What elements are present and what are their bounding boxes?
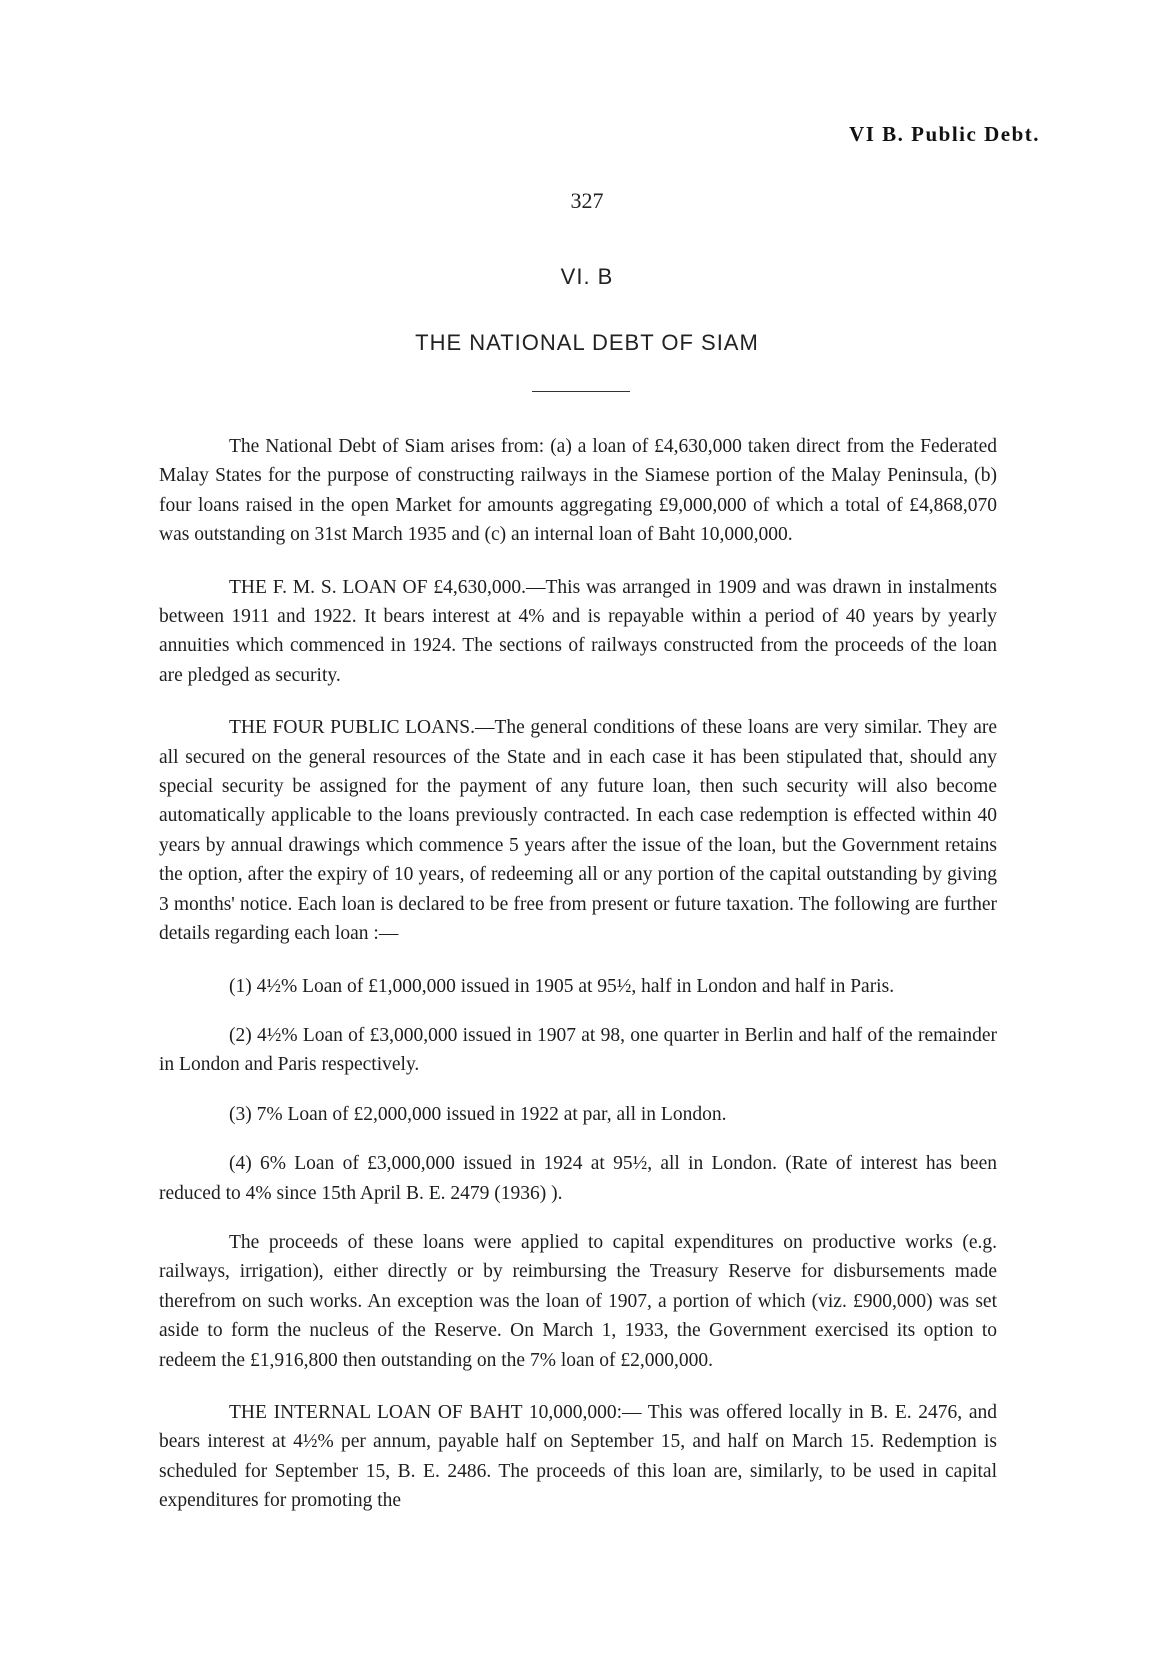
page-number: 327 — [570, 188, 604, 213]
loan-item-3: (3) 7% Loan of £2,000,000 issued in 1922 at par, all in London. — [229, 1103, 727, 1125]
public-loans-paragraph: THE FOUR PUBLIC LOANS.—The general conditions of these loans are very similar. They are all secured on the general resources of the State and in each case it has been stipulated that, should any special security be assigned for the payment of any future loan, then such security will also become automatically applicable to the loans previously contracted. In each case redemption is effected within 40 years by annual drawings which commence 5 years after the issue of the loan, but the Government retains the option, after the expiry of 10 years, of redeeming all or any portion of the capital outstanding by giving 3 months' notice. Each loan is declared to be free from present or future taxation. The following are further details regarding each loan :— — [159, 717, 997, 945]
body-text — [159, 432, 997, 1516]
page-title: THE NATIONAL DEBT OF SIAM — [415, 330, 759, 355]
running-head: VI B. Public Debt. — [849, 122, 1040, 146]
loan-item-4: (4) 6% Loan of £3,000,000 issued in 1924 at 95½, all in London. (Rate of interest has been reduced to 4% since 15th April B. E. 2479 (1936) ). — [159, 1153, 997, 1204]
internal-loan-paragraph: THE INTERNAL LOAN OF BAHT 10,000,000:— This was offered locally in B. E. 2476, and bears interest at 4½% per annum, payable half on September 15, and half on March 15. Redemption is scheduled for September 15, B. E. 2486. The proceeds of this loan are, similarly, to be used in capital expenditures for promoting the — [159, 1401, 997, 1512]
proceeds-paragraph: The proceeds of these loans were applied to capital expenditures on productive works (e.g. railways, irrigation), either directly or by reimbursing the Treasury Reserve for disbursements made therefrom on such works. An exception was the loan of 1907, a portion of which (viz. £900,000) was set aside to form the nucleus of the Reserve. On March 1, 1933, the Government exercised its option to redeem the £1,916,800 then outstanding on the 7% loan of £2,000,000. — [159, 1231, 997, 1371]
fms-loan-paragraph: THE F. M. S. LOAN OF £4,630,000.—This was arranged in 1909 and was drawn in instalments between 1911 and 1922. It bears interest at 4% and is repayable within a period of 40 years by yearly annuities which commenced in 1924. The sections of railways constructed from the proceeds of the loan are pledged as security. — [159, 576, 997, 686]
loan-item-1: (1) 4½% Loan of £1,000,000 issued in 1905 at 95½, half in London and half in Paris. — [229, 975, 895, 997]
title-rule — [532, 391, 630, 392]
intro-paragraph: The National Debt of Siam arises from: (a) a loan of £4,630,000 taken direct from the Federated Malay States for the purpose of constructing railways in the Siamese portion of the Malay Peninsula, (b) four loans raised in the open Market for amounts aggregating £9,000,000 of which a total of £4,868,070 was outstanding on 31st March 1935 and (c) an internal loan of Baht 10,000,000. — [159, 436, 997, 546]
section-label: VI. B — [560, 264, 614, 289]
loan-item-2: (2) 4½% Loan of £3,000,000 issued in 1907 at 98, one quarter in Berlin and half of the remainder in London and Paris respectively. — [159, 1024, 997, 1076]
